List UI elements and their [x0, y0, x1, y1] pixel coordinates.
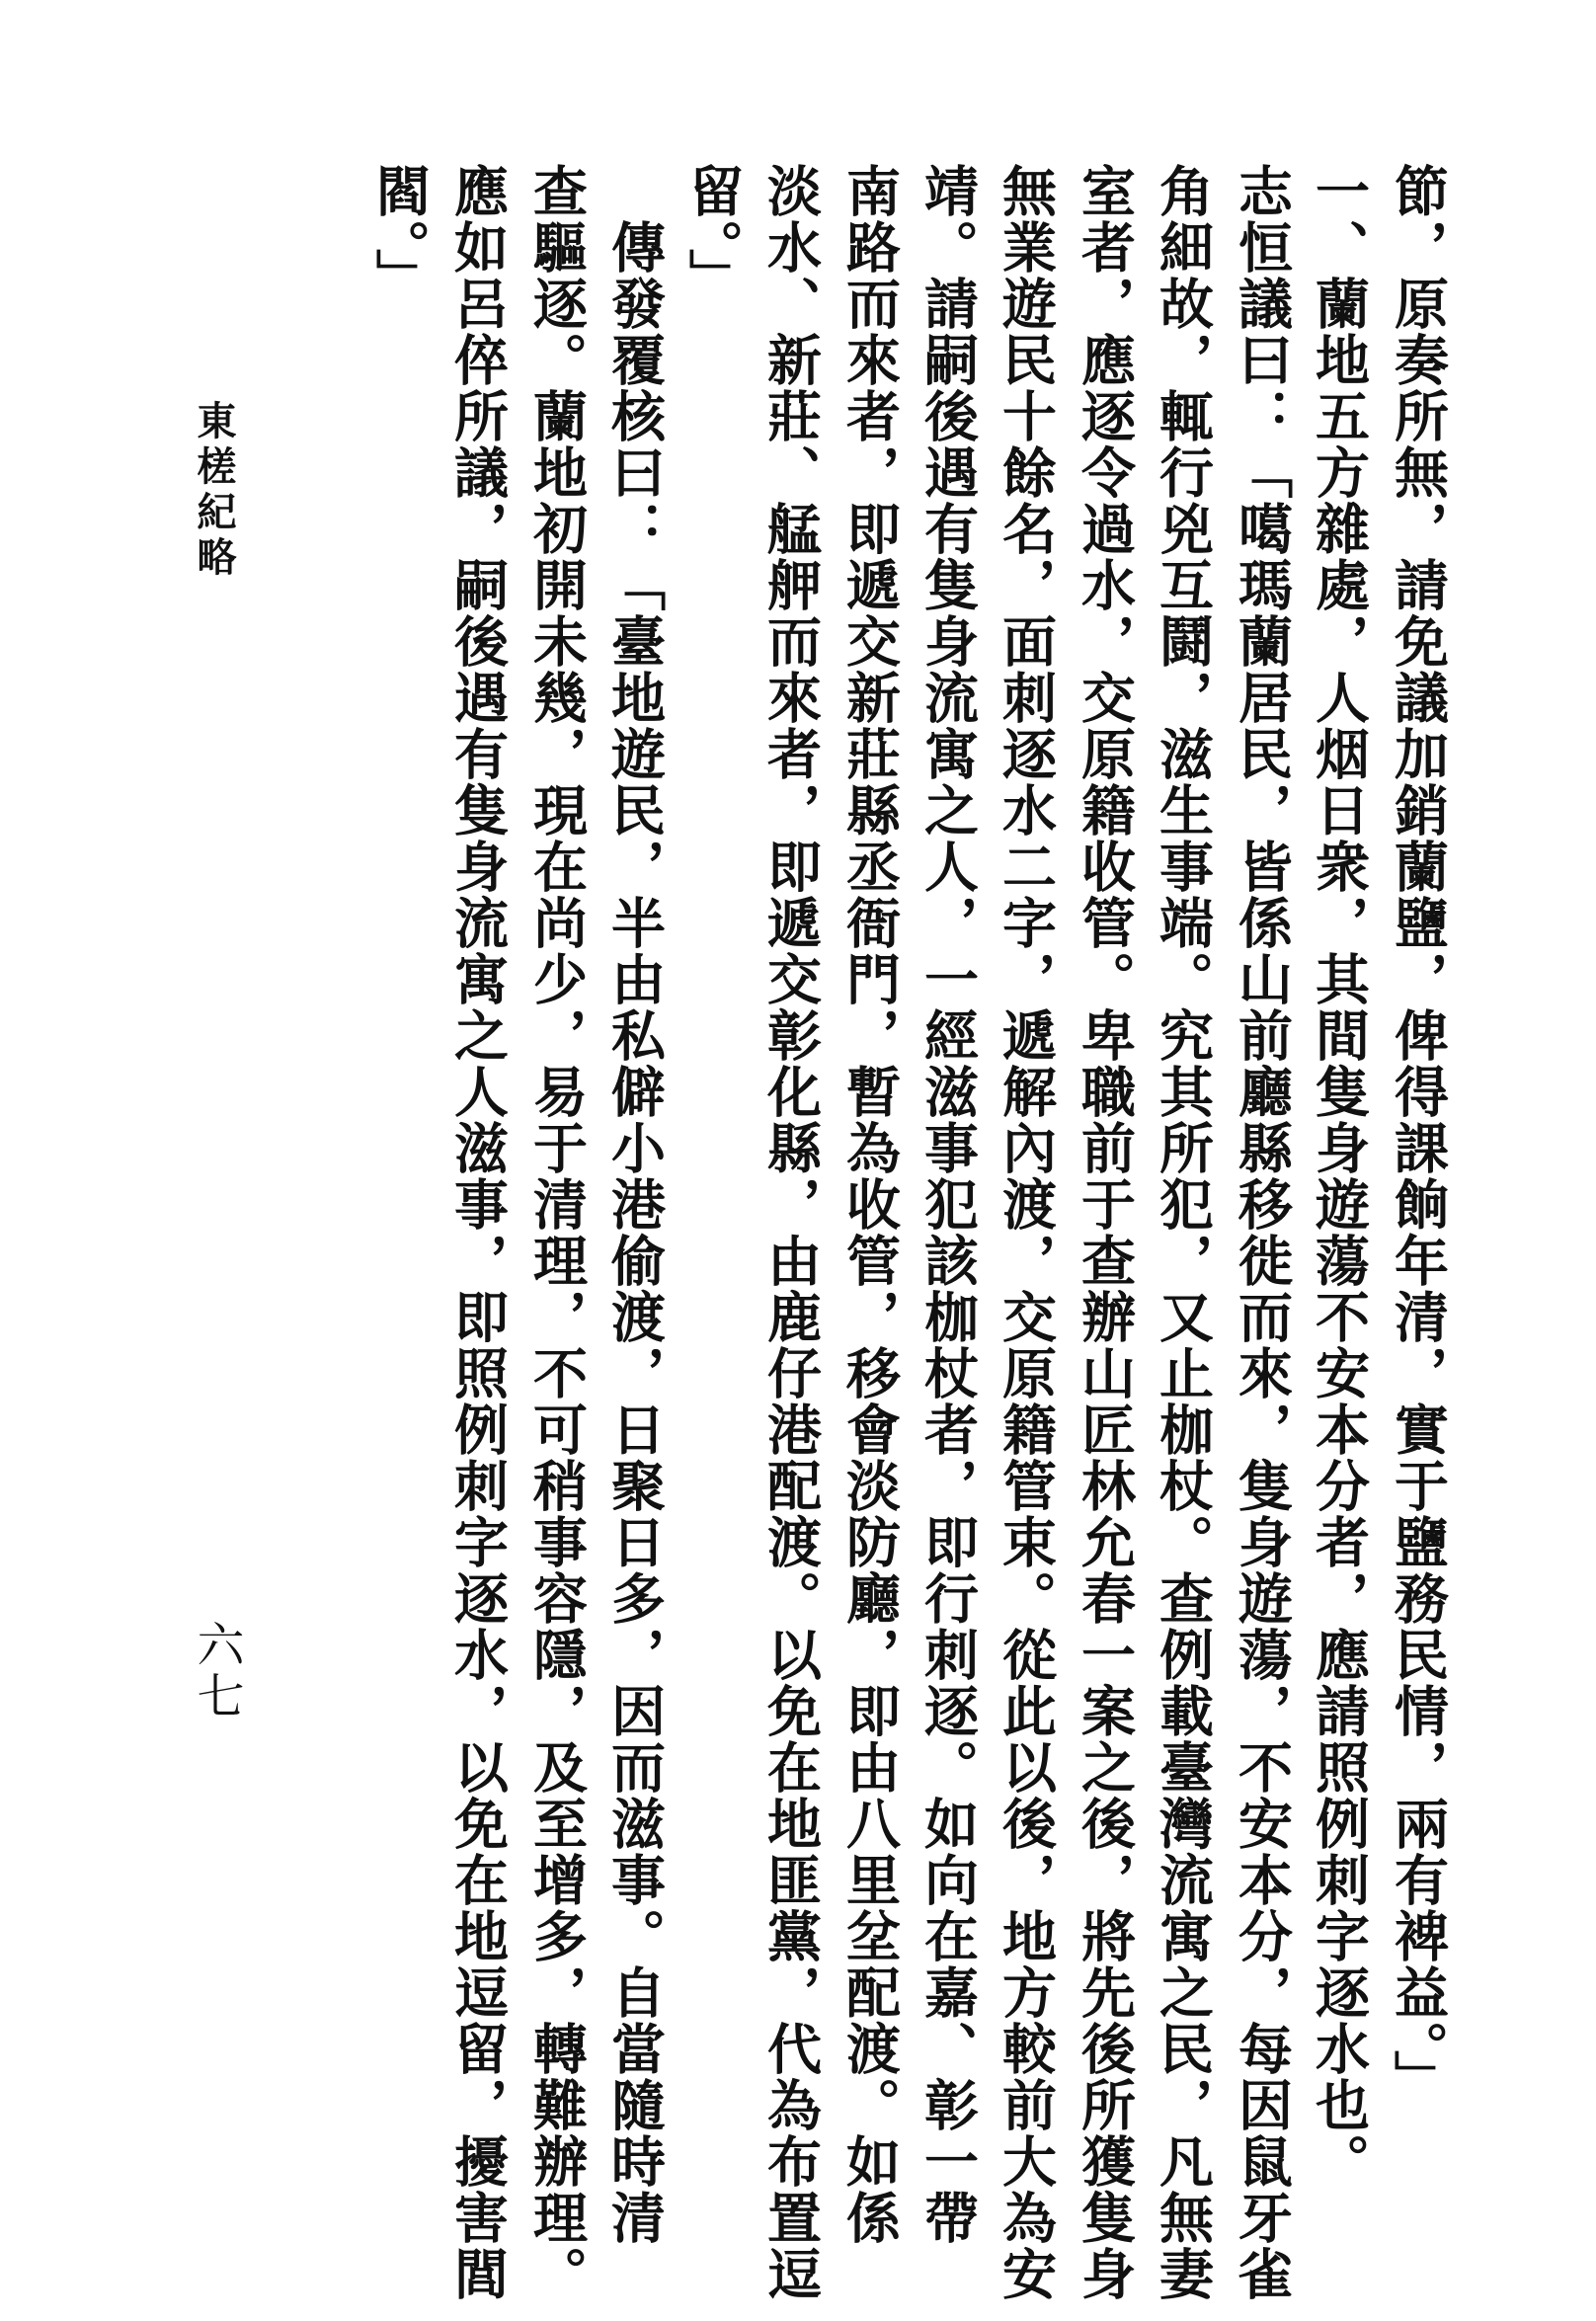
- text-column-11: 傳發覆核曰：「臺地遊民，半由私僻小港偷渡，日聚日多，因而滋事。自當隨時清: [602, 163, 667, 2246]
- text-column-12: 查驅逐。蘭地初開未幾，現在尚少，易于清理，不可稍事容隱，及至增多，轉難辦理。: [524, 163, 589, 2302]
- text-column-3: 志恒議曰：「噶瑪蘭居民，皆係山前廳縣移徙而來，隻身遊蕩，不安本分，每因鼠牙雀: [1230, 163, 1294, 2302]
- text-column-6: 無業遊民十餘名，面刺逐水二字，遞解內渡，交原籍管束。從此以後，地方較前大為安: [994, 163, 1058, 2302]
- book-title: 東槎紀略: [191, 400, 237, 582]
- text-column-8: 南路而來者，即遞交新莊縣丞衙門，暫為收管，移會淡防廳，即由八里坌配渡。如係: [838, 163, 902, 2246]
- text-column-4: 角細故，輒行兇互鬪，滋生事端。究其所犯，又止枷杖。查例載臺灣流寓之民，凡無妻: [1151, 163, 1215, 2302]
- text-column-9: 淡水、新莊、艋舺而來者，即遞交彰化縣，由鹿仔港配渡。以免在地匪黨，代為布置逗: [758, 163, 823, 2302]
- text-column-13: 應如呂倅所議，嗣後遇有隻身流寓之人滋事，即照例刺字逐水，以免在地逗留，擾害閭: [445, 163, 510, 2302]
- text-column-7: 靖。請嗣後遇有隻身流寓之人，一經滋事犯該枷杖者，即行刺逐。如向在嘉、彰一帶: [916, 163, 980, 2246]
- text-column-5: 室者，應逐令過水，交原籍收管。卑職前于查辦山匠林允春一案之後，將先後所獲隻身: [1073, 163, 1137, 2302]
- text-column-1: 節，原奏所無，請免議加銷蘭鹽，俾得課餉年清，實于鹽務民情，兩有裨益。」: [1386, 163, 1450, 2107]
- page-number: 六七: [189, 1620, 244, 1722]
- text-column-10: 留。」: [680, 163, 745, 305]
- text-column-14: 閻。」: [367, 163, 432, 305]
- text-column-2: 一、蘭地五方雜處，人烟日衆，其間隻身遊蕩不安本分者，應請照例刺字逐水也。: [1307, 163, 1371, 2190]
